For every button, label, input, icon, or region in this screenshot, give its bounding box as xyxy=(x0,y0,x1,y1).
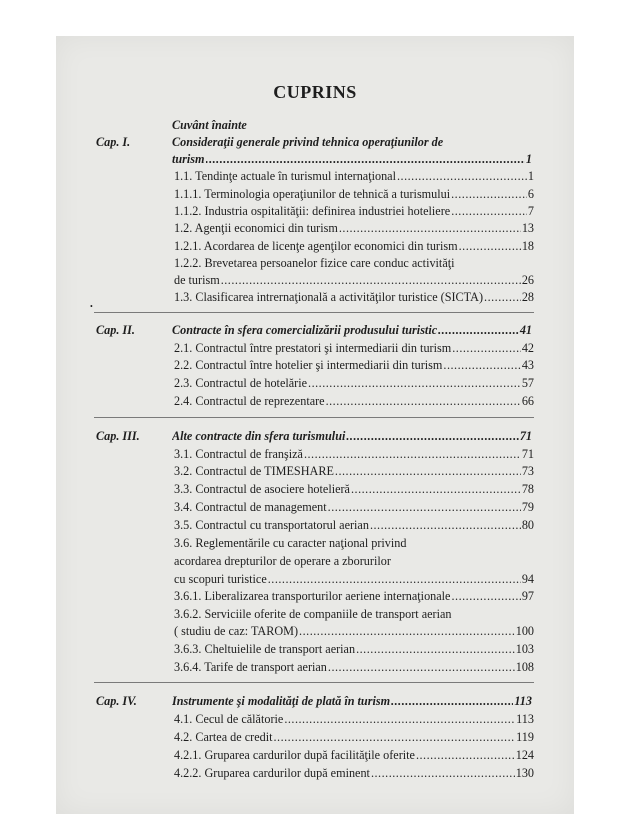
chapter-label: Cap. II. xyxy=(96,323,135,337)
toc-entry: 3.5. Contractul cu transportatorul aerian ..... 80 xyxy=(174,518,534,533)
toc-entry: 4.2. Cartea de credit ..... 119 xyxy=(174,730,534,745)
stray-dot: • xyxy=(90,302,93,311)
toc-entry: 1.3. Clasificarea intrernaţională a activităţilor turistice (SICTA) ..... 28 xyxy=(174,290,534,305)
toc-entry: 1.1. Tendinţe actuale în turismul internaţional ..... 1 xyxy=(174,169,534,184)
chapter-4-heading xyxy=(56,694,574,710)
toc-entry: 1.2. Agenţii economici din turism ..... 13 xyxy=(174,221,534,236)
toc-entry: 1.1.1. Terminologia operaţiunilor de tehnică a turismului ..... 6 xyxy=(174,187,534,202)
toc-entry: ( studiu de caz: TAROM) ..... 100 xyxy=(174,624,534,639)
chapter-title: Contracte în sfera comercializării produsului turistic xyxy=(172,323,438,337)
chapter-page: 41 xyxy=(519,323,532,337)
chapter-title: Instrumente şi modalităţi de plată în turism xyxy=(172,694,391,708)
toc-entry: 3.4. Contractul de management ..... 79 xyxy=(174,500,534,515)
toc-entry: 3.6.1. Liberalizarea transporturilor aeriene internaţionale ..... 97 xyxy=(174,589,534,604)
toc-entry: cu scopuri turistice ..... 94 xyxy=(174,572,534,587)
chapter-label: Cap. IV. xyxy=(96,694,137,708)
chapter-title: Consideraţii generale privind tehnica operaţiunilor de xyxy=(172,135,444,149)
toc-entry: 4.1. Cecul de călătorie ..... 113 xyxy=(174,712,534,727)
page-title: CUPRINS xyxy=(273,82,357,102)
chapter-3-heading xyxy=(56,429,574,445)
toc-entry: 3.6.2. Serviciile oferite de companiile de transport aerian xyxy=(174,607,452,621)
toc-entry: 3.3. Contractul de asociere hotelieră ..... 78 xyxy=(174,482,534,497)
toc-entry: 3.6.3. Cheltuielile de transport aerian ..... 103 xyxy=(174,642,534,657)
chapter-title-cont: turism xyxy=(172,152,205,166)
chapter-title: Alte contracte din sfera turismului xyxy=(172,429,346,443)
toc-entry: 3.1. Contractul de franşiză ..... 71 xyxy=(174,447,534,462)
toc-entry: 1.1.2. Industria ospitalităţii: definirea industriei hoteliere ..... 7 xyxy=(174,204,534,219)
book-page xyxy=(56,36,574,814)
section-divider xyxy=(94,312,534,313)
toc-entry: 1.2.1. Acordarea de licenţe agenţilor economici din turism ..... 18 xyxy=(174,239,534,254)
toc-entry: 3.6.4. Tarife de transport aerian ..... 108 xyxy=(174,660,534,675)
section-divider xyxy=(94,682,534,683)
toc-entry: 4.2.2. Gruparea cardurilor după eminent ..... 130 xyxy=(174,766,534,781)
toc-entry: 2.2. Contractul între hotelier şi intermediarii din turism ..... 43 xyxy=(174,358,534,373)
chapter-label: Cap. I. xyxy=(96,135,131,149)
toc-entry: 2.1. Contractul între prestatori şi intermediarii din turism ..... 42 xyxy=(174,341,534,356)
toc-entry: 1.2.2. Brevetarea persoanelor fizice care conduc activităţi xyxy=(174,256,455,270)
chapter-page: 113 xyxy=(514,694,532,708)
chapter-page: 1 xyxy=(525,152,532,166)
toc-entry: 3.2. Contractul de TIMESHARE ..... 73 xyxy=(174,464,534,479)
foreword-entry xyxy=(172,118,532,133)
chapter-page: 71 xyxy=(519,429,532,443)
toc-entry: acordarea drepturilor de operare a zborurilor xyxy=(174,554,391,568)
foreword-label: Cuvânt înainte xyxy=(172,118,247,132)
toc-entry: 3.6. Reglementările cu caracter naţional privind xyxy=(174,536,407,550)
toc-entry: de turism ..... 26 xyxy=(174,273,534,288)
chapter-2-heading xyxy=(56,323,574,339)
toc-entry: 2.4. Contractul de reprezentare ..... 66 xyxy=(174,394,534,409)
section-divider xyxy=(94,417,534,418)
toc-entry: 4.2.1. Gruparea cardurilor după facilităţile oferite ..... 124 xyxy=(174,748,534,763)
toc-entry: 2.3. Contractul de hotelărie ..... 57 xyxy=(174,376,534,391)
chapter-1-heading-cont xyxy=(56,152,574,168)
chapter-label: Cap. III. xyxy=(96,429,140,443)
chapter-1-heading xyxy=(56,135,574,151)
